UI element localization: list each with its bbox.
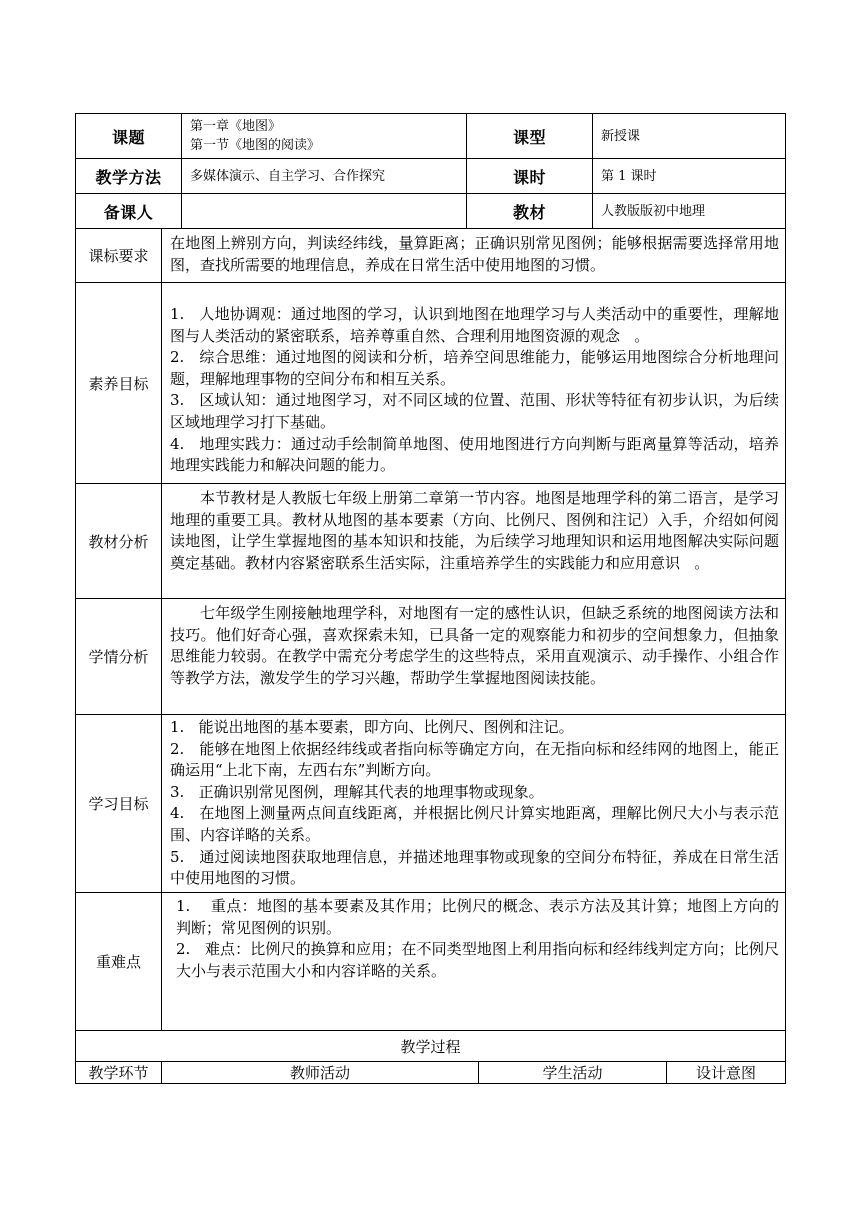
method-label: 教学方法 [76, 159, 182, 194]
literacy-item: 3. 区域认知：通过地图学习，对不同区域的位置、范围、形状等特征有初步认识，为后续区域地理学习打下基础。 [170, 391, 780, 431]
learning-goal-item: 4. 在地图上测量两点间直线距离，并根据比例尺计算实地距离，理解比例尺大小与表示范围、内容详略的关系。 [170, 804, 780, 844]
curriculum-paragraph: 在地图上辨别方向，判读经纬线，量算距离；正确识别常见图例；能够根据需要选择常用地图，查找所需要的地理信息，养成在日常生活中使用地图的习惯。 [170, 234, 780, 274]
student-analysis-label: 学情分析 [76, 599, 162, 715]
key-points-text [162, 893, 786, 1031]
student-analysis-paragraph: 七年级学生刚接触地理学科，对地图有一定的感性认识，但缺乏系统的地图阅读方法和技巧。他们好奇心强，喜欢探索未知，已具备一定的观察能力和初步的空间想象力，但抽象思维能力较弱。在教学中需充分考虑学生的这些特点，采用直观演示、动手操作、小组合作等教学方法，激发学生的学习兴趣，帮助学生掌握地图阅读技能。 [170, 604, 780, 687]
learning-goal-item: 2. 能够在地图上依据经纬线或者指向标等确定方向，在无指向标和经纬网的地图上，能正确运用“上北下南，左西右东”判断方向。 [170, 739, 780, 780]
textbook-analysis-label: 教材分析 [76, 484, 162, 599]
lesson-title-value [182, 114, 467, 159]
lesson-type-label: 课型 [467, 114, 593, 159]
lesson-title-label: 课题 [76, 114, 182, 159]
key-point-item: 1. 重点：地图的基本要素及其作用；比例尺的概念、表示方法及其计算；地图上方向的判断；常见图例的识别。 [176, 897, 780, 937]
learning-goals-label: 学习目标 [76, 715, 162, 893]
period-value: 第 1 课时 [593, 159, 786, 194]
process-col-teacher: 教师活动 [162, 1062, 479, 1084]
textbook-value: 人教版版初中地理 [593, 194, 786, 229]
period-label: 课时 [467, 159, 593, 194]
literacy-label: 素养目标 [76, 283, 162, 484]
textbook-analysis-text [162, 484, 786, 599]
learning-goal-item: 1. 能说出地图的基本要素，即方向、比例尺、图例和注记。 [170, 718, 574, 736]
method-value: 多媒体演示、自主学习、合作探究 [182, 159, 467, 194]
process-col-student: 学生活动 [479, 1062, 667, 1084]
lesson-title-line1: 第一章《地图》 [190, 119, 282, 134]
lesson-title-line2: 第一节《地图的阅读》 [190, 138, 321, 153]
process-col-stage: 教学环节 [76, 1062, 162, 1084]
literacy-item: 1. 人地协调观：通过地图的学习，认识到地图在地理学习与人类活动中的重要性，理解地图与人类活动的紧密联系，培养尊重自然、合理利用地图资源的观念 。 [170, 305, 780, 345]
literacy-text [162, 283, 786, 484]
lesson-plan-table [75, 228, 786, 1084]
preparer-value [182, 194, 467, 229]
learning-goal-item: 5. 通过阅读地图获取地理信息，并描述地理事物或现象的空间分布特征，养成在日常生活中使用地图的习惯。 [170, 847, 780, 888]
lesson-header-table [75, 113, 786, 229]
curriculum-label: 课标要求 [76, 229, 162, 283]
literacy-item: 4. 地理实践力：通过动手绘制简单地图、使用地图进行方向判断与距离量算等活动，培养地理实践能力和解决问题的能力。 [170, 434, 780, 475]
textbook-label: 教材 [467, 194, 593, 229]
student-analysis-text [162, 599, 786, 715]
lesson-type-value: 新授课 [593, 114, 786, 159]
process-title: 教学过程 [76, 1031, 786, 1062]
process-col-intent: 设计意图 [667, 1062, 786, 1084]
key-points-label: 重难点 [76, 893, 162, 1031]
learning-goals-text [162, 715, 786, 893]
key-point-item: 2. 难点：比例尺的换算和应用；在不同类型地图上利用指向标和经纬线判定方向；比例尺大小与表示范围大小和内容详略的关系。 [176, 940, 780, 980]
curriculum-text [162, 229, 786, 283]
learning-goal-item: 3. 正确识别常见图例，理解其代表的地理事物或现象。 [170, 782, 544, 801]
preparer-label: 备课人 [76, 194, 182, 229]
literacy-item: 2. 综合思维：通过地图的阅读和分析，培养空间思维能力，能够运用地图综合分析地理问题，理解地理事物的空间分布和相互关系。 [170, 348, 780, 388]
textbook-analysis-paragraph: 本节教材是人教版七年级上册第二章第一节内容。地图是地理学科的第二语言，是学习地理的重要工具。教材从地图的基本要素（方向、比例尺、图例和注记）入手，介绍如何阅读地图，让学生掌握地图的基本知识和技能，为后续学习地理知识和运用地图解决实际问题奠定基础。教材内容紧密联系生活实际，注重培养学生的实践能力和应用意识 。 [170, 489, 780, 572]
